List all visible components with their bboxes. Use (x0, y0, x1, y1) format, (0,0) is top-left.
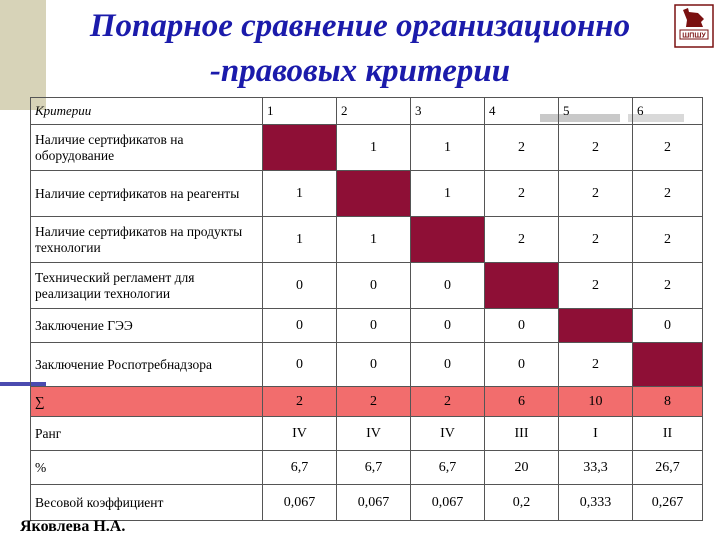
author-name: Яковлева Н.А. (20, 518, 126, 535)
table-row (31, 343, 703, 387)
percent-row-cell: 20 (485, 451, 559, 485)
slide-title (40, 4, 680, 94)
column-header: 4 (485, 98, 559, 125)
sum-row-cell: 2 (337, 387, 411, 417)
table-cell: 0 (263, 343, 337, 387)
table-cell: 2 (485, 125, 559, 171)
table-cell: 2 (559, 263, 633, 309)
row-label: Заключение ГЭЭ (31, 309, 263, 343)
row-label: Технический регламент для реализации технологии (31, 263, 263, 309)
table-cell: 1 (411, 171, 485, 217)
column-header: 5 (559, 98, 633, 125)
weight-row-label: Весовой коэффициент (31, 485, 263, 521)
table-cell: 0 (485, 343, 559, 387)
table-cell: 0 (263, 263, 337, 309)
row-label: Наличие сертификатов на оборудование (31, 125, 263, 171)
weight-row-cell: 0,267 (633, 485, 703, 521)
rank-row-label: Ранг (31, 417, 263, 451)
table-cell: 1 (337, 217, 411, 263)
diagonal-cell (263, 125, 337, 171)
row-label: Наличие сертификатов на реагенты (31, 171, 263, 217)
table-cell: 0 (485, 309, 559, 343)
criteria-header: Критерии (31, 98, 263, 125)
university-logo (674, 4, 714, 48)
table-row (31, 217, 703, 263)
column-header: 6 (633, 98, 703, 125)
table-cell: 0 (337, 343, 411, 387)
comparison-table (30, 97, 703, 521)
diagonal-cell (337, 171, 411, 217)
sum-row-cell: 10 (559, 387, 633, 417)
table-cell: 1 (337, 125, 411, 171)
table-cell: 1 (411, 125, 485, 171)
weight-row-cell: 0,067 (337, 485, 411, 521)
column-header: 2 (337, 98, 411, 125)
table-cell: 0 (337, 263, 411, 309)
sum-row-cell: 2 (411, 387, 485, 417)
sum-row-label: ∑ (31, 387, 263, 417)
table-cell: 2 (633, 171, 703, 217)
row-label: Заключение Роспотребнадзора (31, 343, 263, 387)
table-row (31, 309, 703, 343)
percent-row-cell: 26,7 (633, 451, 703, 485)
weight-row (31, 485, 703, 521)
row-label: Наличие сертификатов на продукты технологии (31, 217, 263, 263)
title-line-2: -правовых критерии (209, 53, 511, 89)
table-cell: 0 (263, 309, 337, 343)
sum-row (31, 387, 703, 417)
table-cell: 2 (559, 343, 633, 387)
rank-row-cell: IV (263, 417, 337, 451)
table-cell: 2 (633, 263, 703, 309)
table-cell: 0 (411, 263, 485, 309)
rank-row-cell: II (633, 417, 703, 451)
table-cell: 2 (485, 217, 559, 263)
table-cell: 2 (559, 125, 633, 171)
rank-row-cell: I (559, 417, 633, 451)
sum-row-cell: 2 (263, 387, 337, 417)
table-cell: 2 (559, 217, 633, 263)
diagonal-cell (411, 217, 485, 263)
rank-row-cell: IV (337, 417, 411, 451)
svg-text:ШПШУ: ШПШУ (682, 32, 706, 40)
table-cell: 0 (633, 309, 703, 343)
table-header-row (31, 98, 703, 125)
table-row (31, 125, 703, 171)
percent-row-cell: 6,7 (337, 451, 411, 485)
weight-row-cell: 0,067 (411, 485, 485, 521)
percent-row-label: % (31, 451, 263, 485)
weight-row-cell: 0,2 (485, 485, 559, 521)
rank-row-cell: III (485, 417, 559, 451)
weight-row-cell: 0,333 (559, 485, 633, 521)
rank-row (31, 417, 703, 451)
table-cell: 1 (263, 171, 337, 217)
diagonal-cell (485, 263, 559, 309)
weight-row-cell: 0,067 (263, 485, 337, 521)
table-cell: 0 (411, 343, 485, 387)
table-cell: 0 (337, 309, 411, 343)
table-row (31, 171, 703, 217)
percent-row-cell: 6,7 (411, 451, 485, 485)
table-cell: 2 (633, 125, 703, 171)
title-line-1: Попарное сравнение организационно (89, 8, 631, 44)
column-header: 1 (263, 98, 337, 125)
table-cell: 2 (485, 171, 559, 217)
table-row (31, 263, 703, 309)
diagonal-cell (559, 309, 633, 343)
percent-row (31, 451, 703, 485)
table-cell: 2 (559, 171, 633, 217)
table-cell: 2 (633, 217, 703, 263)
sum-row-cell: 8 (633, 387, 703, 417)
table-cell: 0 (411, 309, 485, 343)
diagonal-cell (633, 343, 703, 387)
logo-emblem-icon (674, 4, 714, 48)
column-header: 3 (411, 98, 485, 125)
sum-row-cell: 6 (485, 387, 559, 417)
percent-row-cell: 33,3 (559, 451, 633, 485)
rank-row-cell: IV (411, 417, 485, 451)
percent-row-cell: 6,7 (263, 451, 337, 485)
table-cell: 1 (263, 217, 337, 263)
